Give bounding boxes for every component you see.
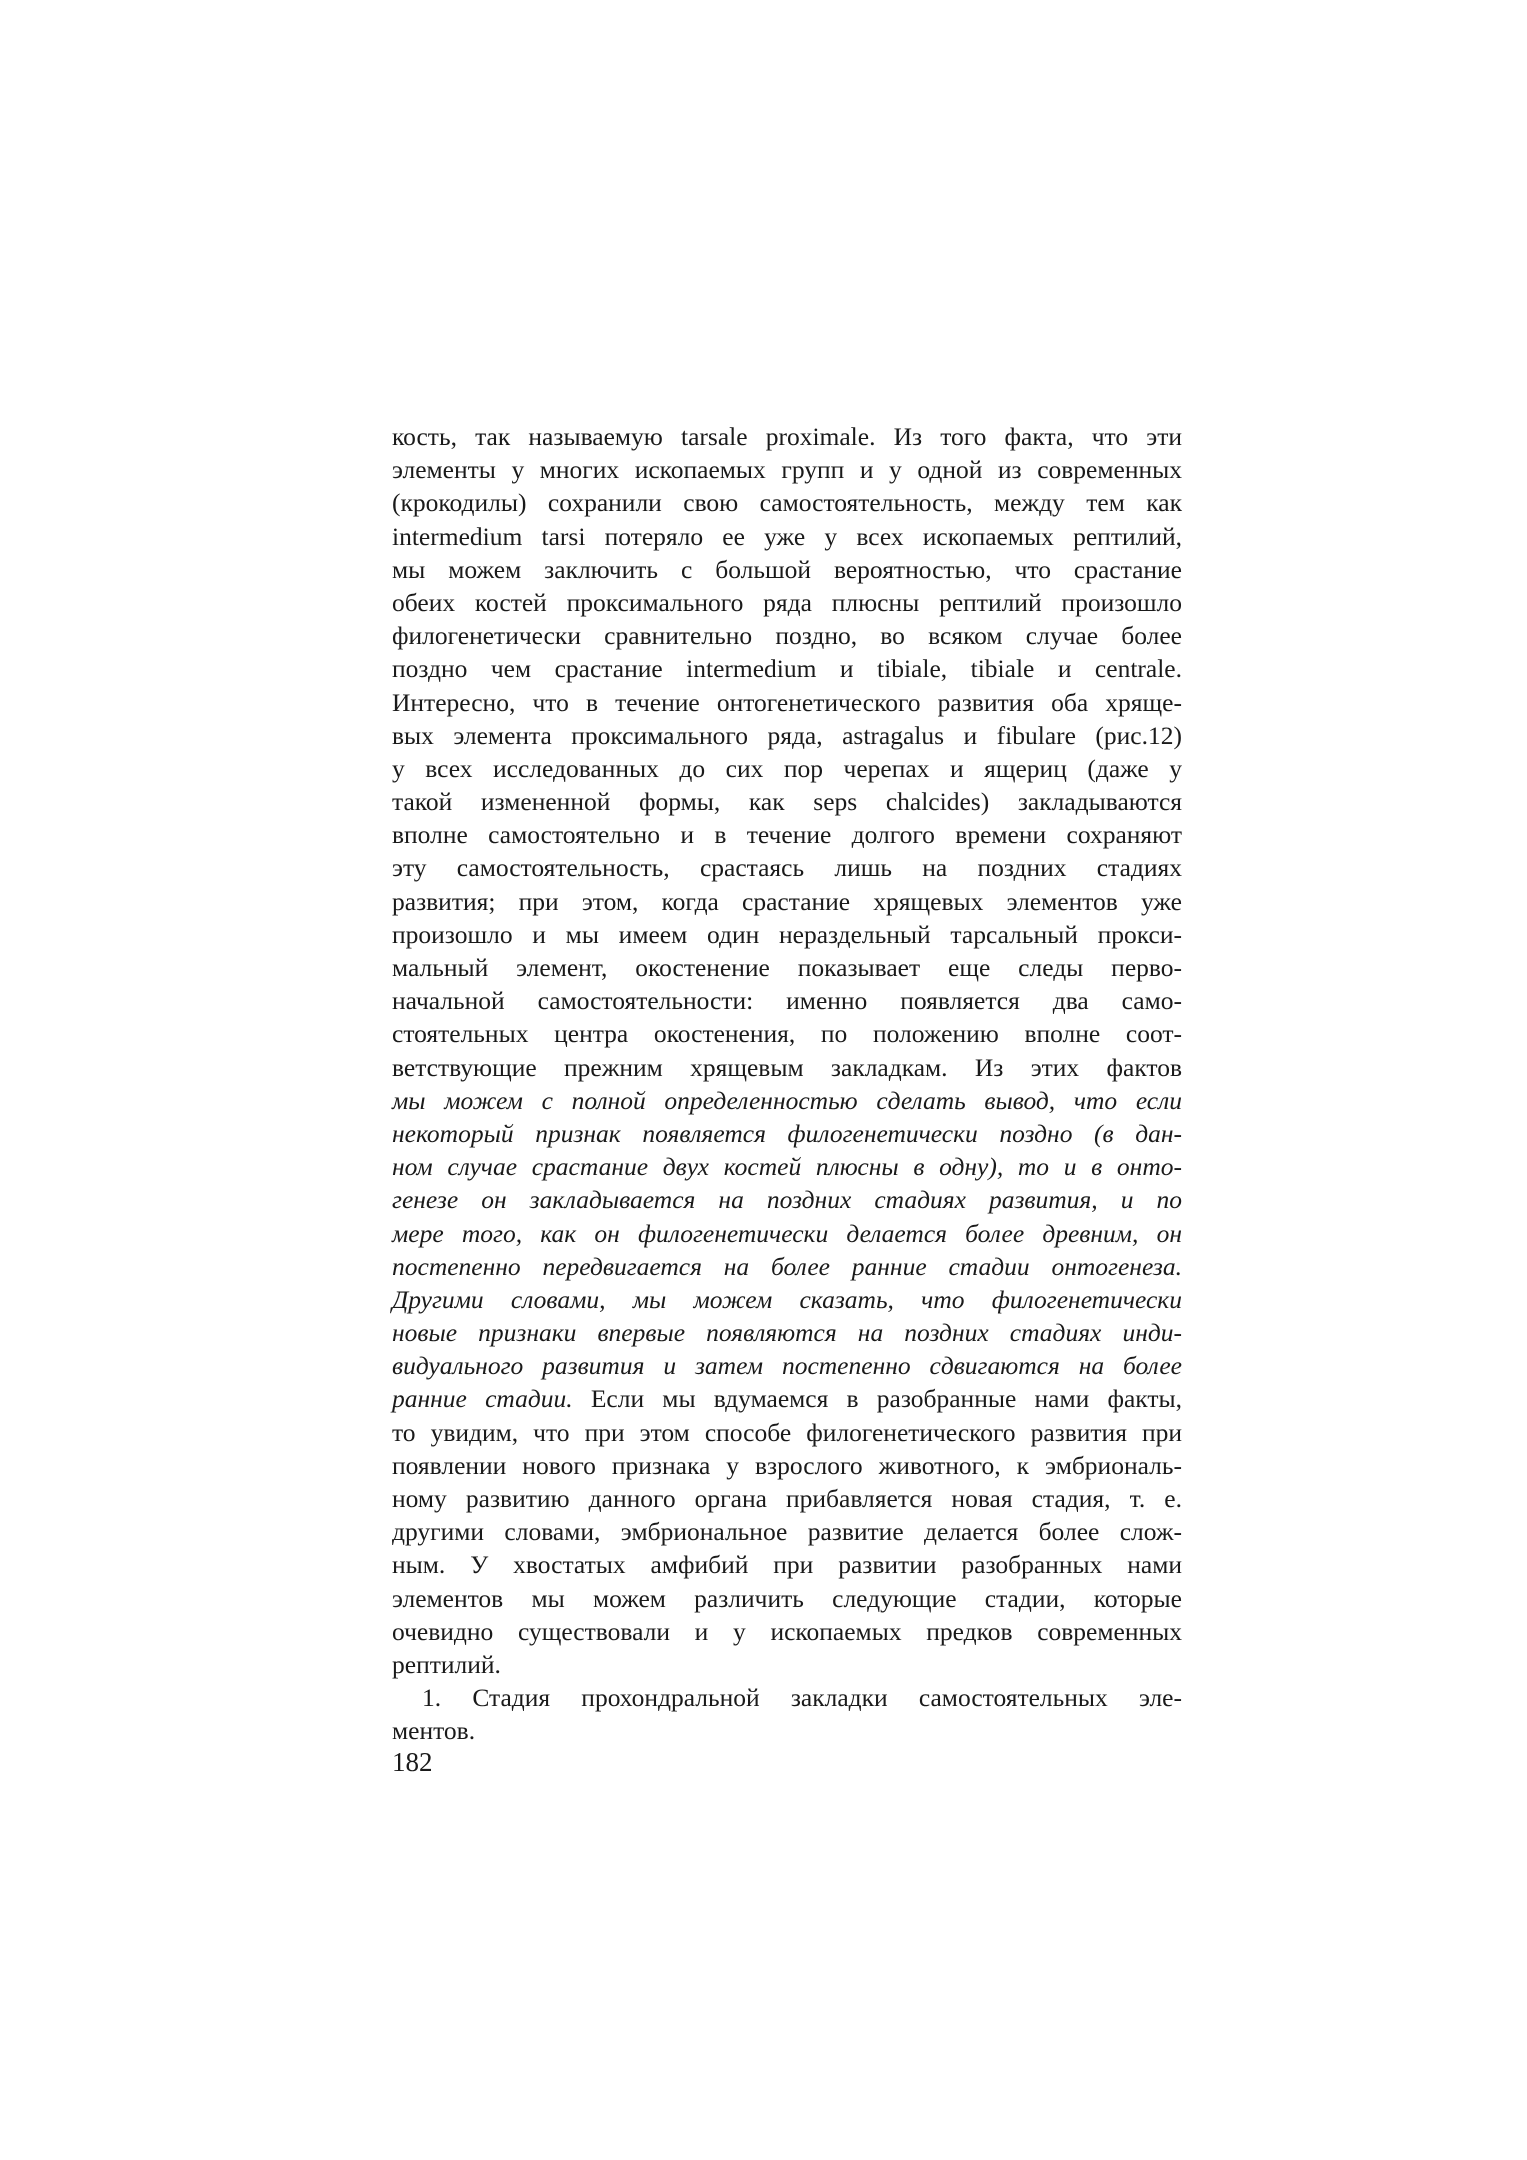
text-line	[392, 520, 1182, 553]
text-line	[392, 1582, 1182, 1615]
text-line	[392, 719, 1182, 752]
text-run: intermedium tarsi потеряло ее уже у всех ископаемых рептилий,	[392, 521, 1182, 551]
italic-text: ном случае срастание двух костей плюсны в одну), то и в онто-	[392, 1152, 1182, 1182]
page-number: 182	[392, 1747, 433, 1777]
text-line	[392, 1150, 1182, 1183]
body-text	[392, 420, 1182, 1748]
text-run: развития; при этом, когда срастание хрящевых элементов уже	[392, 886, 1182, 916]
italic-text: новые признаки впервые появляются на поздних стадиях инди-	[392, 1318, 1182, 1348]
text-run: начальной самостоятельности: именно появляется два само-	[392, 986, 1182, 1016]
text-line	[392, 951, 1182, 984]
italic-text: Другими словами, мы можем сказать, что филогенетически	[392, 1284, 1182, 1314]
text-line	[392, 1349, 1182, 1382]
text-run: элементов мы можем различить следующие стадии, которые	[392, 1583, 1182, 1613]
italic-text: видуального развития и затем постепенно сдвигаются на более	[392, 1351, 1182, 1381]
text-run: вых элемента проксимального ряда, astragalus и fibulare (рис.12)	[392, 720, 1182, 750]
text-line	[392, 1051, 1182, 1084]
text-run: ным. У хвостатых амфибий при развитии разобранных нами	[392, 1550, 1182, 1580]
text-line	[392, 1316, 1182, 1349]
text-line	[392, 652, 1182, 685]
text-line	[392, 1449, 1182, 1482]
text-line	[392, 1217, 1182, 1250]
text-line	[392, 453, 1182, 486]
text-line	[392, 1250, 1182, 1283]
text-run: ному развитию данного органа прибавляется новая стадия, т. е.	[392, 1484, 1182, 1513]
text-line	[392, 1681, 1182, 1714]
text-line	[392, 752, 1182, 785]
text-line	[392, 586, 1182, 619]
italic-text: мере того, как он филогенетически делается более древним, он	[392, 1218, 1182, 1248]
italic-text: генезе он закладывается на поздних стадиях развития, и по	[392, 1185, 1182, 1215]
text-line	[392, 1648, 1182, 1681]
text-run: у всех исследованных до сих пор черепах и ящериц (даже у	[392, 753, 1182, 783]
text-line	[392, 619, 1182, 652]
text-run: появлении нового признака у взрослого животного, к эмбриональ-	[392, 1450, 1182, 1480]
text-run: рептилий.	[392, 1649, 501, 1679]
text-run: Если мы вдумаемся в разобранные нами факты,	[590, 1384, 1182, 1414]
italic-text: ранние стадии.	[392, 1384, 573, 1414]
text-run: вполне самостоятельно и в течение долгого времени сохраняют	[392, 820, 1182, 850]
text-line	[392, 1183, 1182, 1216]
text-run: эту самостоятельность, срастаясь лишь на поздних стадиях	[392, 853, 1182, 883]
italic-text: мы можем с полной определенностью сделать вывод, что если	[392, 1085, 1182, 1115]
italic-text: некоторый признак появляется филогенетически поздно (в дан-	[392, 1118, 1182, 1148]
text-run: поздно чем срастание intermedium и tibiale, tibiale и centrale.	[392, 654, 1182, 684]
text-line	[392, 686, 1182, 719]
text-run: элементы у многих ископаемых групп и у одной из современных	[392, 455, 1182, 485]
text-line	[392, 486, 1182, 519]
text-line	[392, 1548, 1182, 1581]
text-line	[392, 885, 1182, 918]
text-line	[392, 1017, 1182, 1050]
text-run: произошло и мы имеем один нераздельный тарсальный прокси-	[392, 919, 1182, 949]
text-line	[392, 851, 1182, 884]
text-run: ветствующие прежним хрящевым закладкам. Из этих фактов	[392, 1052, 1182, 1082]
text-line	[392, 984, 1182, 1017]
text-run: филогенетически сравнительно поздно, во всяком случае более	[392, 621, 1182, 651]
text-line	[392, 1714, 1182, 1747]
text-run: Интересно, что в течение онтогенетического развития оба хряще-	[392, 687, 1182, 717]
text-line	[392, 1416, 1182, 1449]
text-run: обеих костей проксимального ряда плюсны рептилий произошло	[392, 587, 1182, 617]
text-line	[392, 1084, 1182, 1117]
text-run: то увидим, что при этом способе филогенетического развития при	[392, 1417, 1182, 1447]
text-line	[392, 918, 1182, 951]
text-run: мы можем заключить с большой вероятностью, что срастание	[392, 554, 1182, 584]
text-run: мальный элемент, окостенение показывает еще следы перво-	[392, 953, 1182, 982]
text-line	[392, 1117, 1182, 1150]
italic-text: постепенно передвигается на более ранние стадии онтогенеза.	[392, 1251, 1182, 1281]
text-line	[392, 1382, 1182, 1415]
text-line	[392, 1615, 1182, 1648]
text-line	[392, 1482, 1182, 1515]
text-run: стоятельных центра окостенения, по положению вполне соот-	[392, 1019, 1182, 1049]
text-run: такой измененной формы, как seps chalcides) закладываются	[392, 787, 1182, 817]
text-line	[392, 420, 1182, 453]
text-run: 1. Стадия прохондральной закладки самостоятельных эле-	[422, 1683, 1182, 1713]
text-run: (крокодилы) сохранили свою самостоятельность, между тем как	[392, 488, 1182, 518]
text-run: очевидно существовали и у ископаемых предков современных	[392, 1616, 1182, 1646]
text-line	[392, 818, 1182, 851]
text-line	[392, 553, 1182, 586]
text-run: ментов.	[392, 1716, 476, 1746]
text-line	[392, 1283, 1182, 1316]
text-line	[392, 1515, 1182, 1548]
text-run: другими словами, эмбриональное развитие делается более слож-	[392, 1517, 1182, 1547]
text-line	[392, 785, 1182, 818]
text-run: кость, так называемую tarsale proximale. Из того факта, что эти	[392, 422, 1182, 451]
